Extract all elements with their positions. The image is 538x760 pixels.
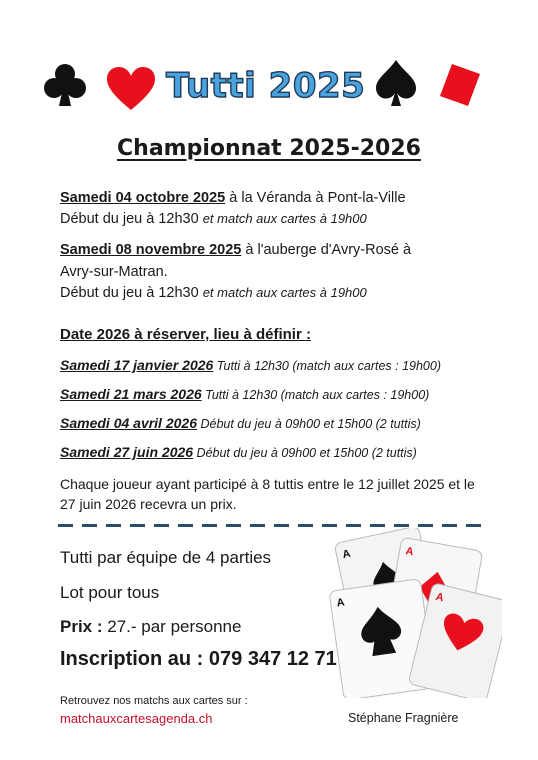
event-2026-line	[60, 357, 441, 374]
event-detail: Tutti à 12h30 (match aux cartes : 19h00)	[213, 359, 441, 373]
price-label: Prix :	[60, 617, 103, 636]
dashed-divider	[58, 524, 486, 527]
event-line	[60, 285, 367, 301]
diamond-icon	[438, 62, 482, 108]
price-value: 27.- par personne	[102, 617, 242, 636]
event-detail: Tutti à 12h30 (match aux cartes : 19h00)	[201, 388, 430, 402]
lot-info: Lot pour tous	[60, 583, 160, 602]
event-date: Samedi 21 mars 2026	[60, 386, 202, 402]
event-line	[60, 190, 406, 206]
event-match: et match aux cartes à 19h00	[202, 285, 367, 300]
event-2026-line	[60, 386, 429, 403]
event-2026-line	[60, 415, 421, 432]
championship-heading: Championnat 2025-2026	[117, 136, 421, 161]
event-match: et match aux cartes à 19h00	[202, 211, 367, 226]
section-heading-2026: Date 2026 à réserver, lieu à définir :	[60, 326, 311, 343]
event-date: Samedi 04 avril 2026	[60, 415, 197, 431]
page-title: Tutti 2025	[166, 66, 366, 106]
inscription-phone: Inscription au : 079 347 12 71	[60, 648, 337, 670]
event-date: Samedi 17 janvier 2026	[60, 357, 214, 373]
svg-text:A: A	[341, 547, 352, 562]
playing-cards-illustration	[326, 528, 502, 698]
event-date: Samedi 08 novembre 2025	[60, 242, 242, 258]
price-info	[60, 617, 241, 637]
svg-text:A: A	[404, 545, 415, 559]
event-place-2: Avry-sur-Matran.	[60, 264, 168, 280]
prize-note: Chaque joueur ayant participé à 8 tuttis entre le 12 juillet 2025 et le 27 juin 2026 recevra un prix.	[60, 476, 475, 512]
team-info: Tutti par équipe de 4 parties	[60, 548, 272, 567]
event-line	[60, 264, 168, 280]
footer-text: Retrouvez nos matchs aux cartes sur :	[60, 695, 248, 707]
event-line	[60, 211, 367, 227]
event-start: Début du jeu à 12h30	[60, 211, 203, 227]
event-date: Samedi 04 octobre 2025	[60, 190, 226, 206]
signature: Stéphane Fragnière	[348, 711, 459, 725]
event-date: Samedi 27 juin 2026	[60, 444, 194, 460]
spade-icon	[374, 58, 418, 108]
club-icon	[44, 62, 86, 108]
event-detail: Début du jeu à 09h00 et 15h00 (2 tuttis)	[193, 446, 417, 460]
event-detail: Début du jeu à 09h00 et 15h00 (2 tuttis)	[197, 417, 421, 431]
event-2026-line	[60, 444, 417, 461]
event-place: à l'auberge d'Avry-Rosé à	[241, 242, 412, 258]
agenda-link[interactable]: matchauxcartesagenda.ch	[60, 711, 213, 726]
svg-text:A: A	[434, 590, 446, 605]
event-line	[60, 242, 411, 258]
heart-icon	[106, 66, 156, 112]
svg-text:A: A	[335, 596, 346, 610]
event-start: Début du jeu à 12h30	[60, 285, 203, 301]
event-place: à la Véranda à Pont-la-Ville	[225, 190, 406, 206]
